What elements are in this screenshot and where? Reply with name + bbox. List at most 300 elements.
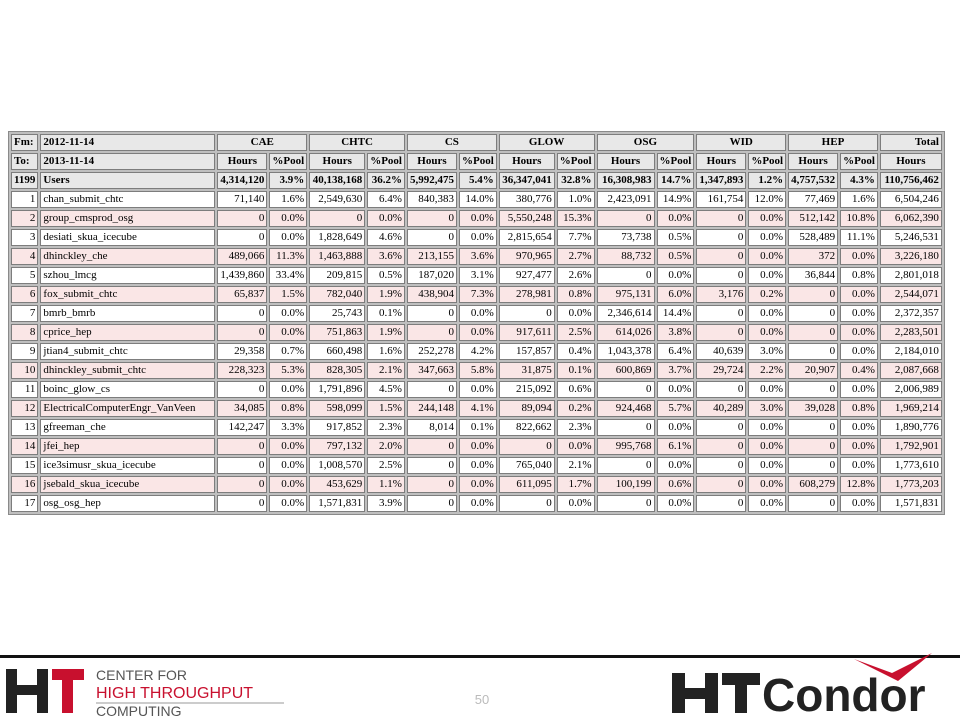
hours-cell: 0 bbox=[499, 495, 555, 512]
pool-percent-cell: 0.0% bbox=[269, 381, 307, 398]
totals-cell: 5.4% bbox=[459, 172, 497, 189]
chtc-logo-graphic bbox=[4, 663, 304, 718]
users-label: Users bbox=[40, 172, 215, 189]
pool-percent-cell: 3.7% bbox=[657, 362, 695, 379]
hours-cell: 0 bbox=[696, 248, 746, 265]
total-hours-cell: 3,226,180 bbox=[880, 248, 942, 265]
user-cell: chan_submit_chtc bbox=[40, 191, 215, 208]
subheader-pool: %Pool bbox=[557, 153, 595, 170]
user-cell: dhinckley_submit_chtc bbox=[40, 362, 215, 379]
user-cell: ice3simusr_skua_icecube bbox=[40, 457, 215, 474]
hours-cell: 0 bbox=[597, 267, 655, 284]
hours-cell: 228,323 bbox=[217, 362, 267, 379]
table-row bbox=[11, 438, 942, 455]
subheader-total-hours: Hours bbox=[880, 153, 942, 170]
hours-cell: 975,131 bbox=[597, 286, 655, 303]
pool-percent-cell: 6.1% bbox=[657, 438, 695, 455]
hours-cell: 0 bbox=[597, 210, 655, 227]
totals-cell: 1,347,893 bbox=[696, 172, 746, 189]
totals-cell: 110,756,462 bbox=[880, 172, 942, 189]
hours-cell: 0 bbox=[696, 457, 746, 474]
pool-percent-cell: 0.0% bbox=[459, 305, 497, 322]
rank-cell: 6 bbox=[11, 286, 38, 303]
totals-cell: 16,308,983 bbox=[597, 172, 655, 189]
subheader-hours: Hours bbox=[499, 153, 555, 170]
hours-cell: 5,550,248 bbox=[499, 210, 555, 227]
hours-cell: 917,611 bbox=[499, 324, 555, 341]
total-hours-cell: 2,006,989 bbox=[880, 381, 942, 398]
pool-percent-cell: 1.0% bbox=[557, 191, 595, 208]
htcondor-wordmark: Condor bbox=[762, 669, 926, 719]
hours-cell: 0 bbox=[696, 324, 746, 341]
hours-cell: 3,176 bbox=[696, 286, 746, 303]
pool-percent-cell: 3.1% bbox=[459, 267, 497, 284]
pool-percent-cell: 0.0% bbox=[459, 324, 497, 341]
total-hours-cell: 6,504,246 bbox=[880, 191, 942, 208]
subheader-hours: Hours bbox=[788, 153, 838, 170]
user-cell: jfei_hep bbox=[40, 438, 215, 455]
pool-percent-cell: 11.3% bbox=[269, 248, 307, 265]
hours-cell: 31,875 bbox=[499, 362, 555, 379]
hours-cell: 0 bbox=[407, 457, 457, 474]
hours-cell: 2,346,614 bbox=[597, 305, 655, 322]
hours-cell: 0 bbox=[217, 324, 267, 341]
total-hours-cell: 2,544,071 bbox=[880, 286, 942, 303]
hours-cell: 828,305 bbox=[309, 362, 365, 379]
hours-cell: 0 bbox=[407, 324, 457, 341]
pool-percent-cell: 0.0% bbox=[748, 267, 786, 284]
pool-percent-cell: 0.0% bbox=[840, 457, 878, 474]
pool-percent-cell: 4.6% bbox=[367, 229, 405, 246]
hours-cell: 244,148 bbox=[407, 400, 457, 417]
user-cell: gfreeman_che bbox=[40, 419, 215, 436]
hours-cell: 0 bbox=[788, 495, 838, 512]
hours-cell: 0 bbox=[407, 210, 457, 227]
hours-cell: 209,815 bbox=[309, 267, 365, 284]
hours-cell: 840,383 bbox=[407, 191, 457, 208]
hours-cell: 71,140 bbox=[217, 191, 267, 208]
total-hours-cell: 1,792,901 bbox=[880, 438, 942, 455]
usage-report-table-container bbox=[8, 131, 960, 515]
pool-percent-cell: 0.0% bbox=[269, 476, 307, 493]
pool-percent-cell: 0.0% bbox=[269, 457, 307, 474]
pool-percent-cell: 2.2% bbox=[748, 362, 786, 379]
hours-cell: 1,043,378 bbox=[597, 343, 655, 360]
group-header-total: Total bbox=[880, 134, 942, 151]
hours-cell: 157,857 bbox=[499, 343, 555, 360]
rank-cell: 12 bbox=[11, 400, 38, 417]
table-row bbox=[11, 229, 942, 246]
subheader-hours: Hours bbox=[407, 153, 457, 170]
subheader-pool: %Pool bbox=[840, 153, 878, 170]
total-hours-cell: 2,801,018 bbox=[880, 267, 942, 284]
pool-percent-cell: 0.0% bbox=[840, 381, 878, 398]
hours-cell: 372 bbox=[788, 248, 838, 265]
pool-percent-cell: 0.0% bbox=[748, 305, 786, 322]
hours-cell: 614,026 bbox=[597, 324, 655, 341]
pool-percent-cell: 3.6% bbox=[459, 248, 497, 265]
pool-percent-cell: 12.8% bbox=[840, 476, 878, 493]
hours-cell: 20,907 bbox=[788, 362, 838, 379]
pool-percent-cell: 0.1% bbox=[459, 419, 497, 436]
table-row bbox=[11, 191, 942, 208]
user-cell: desiati_skua_icecube bbox=[40, 229, 215, 246]
rank-cell: 5 bbox=[11, 267, 38, 284]
pool-percent-cell: 0.0% bbox=[657, 419, 695, 436]
pool-percent-cell: 6.0% bbox=[657, 286, 695, 303]
hours-cell: 2,815,654 bbox=[499, 229, 555, 246]
pool-percent-cell: 0.4% bbox=[557, 343, 595, 360]
pool-percent-cell: 0.0% bbox=[748, 381, 786, 398]
rank-cell: 11 bbox=[11, 381, 38, 398]
pool-percent-cell: 3.3% bbox=[269, 419, 307, 436]
hours-cell: 1,463,888 bbox=[309, 248, 365, 265]
pool-percent-cell: 0.5% bbox=[367, 267, 405, 284]
table-row bbox=[11, 476, 942, 493]
page-number: 50 bbox=[474, 692, 490, 707]
chtc-logo bbox=[4, 663, 304, 718]
group-header-glow: GLOW bbox=[499, 134, 595, 151]
hours-cell: 0 bbox=[788, 305, 838, 322]
hours-cell: 88,732 bbox=[597, 248, 655, 265]
pool-percent-cell: 0.6% bbox=[657, 476, 695, 493]
user-cell: group_cmsprod_osg bbox=[40, 210, 215, 227]
total-hours-cell: 1,969,214 bbox=[880, 400, 942, 417]
pool-percent-cell: 3.8% bbox=[657, 324, 695, 341]
hours-cell: 1,828,649 bbox=[309, 229, 365, 246]
chtc-line2: HIGH THROUGHPUT bbox=[96, 685, 254, 702]
hours-cell: 36,844 bbox=[788, 267, 838, 284]
user-cell: osg_osg_hep bbox=[40, 495, 215, 512]
pool-percent-cell: 0.7% bbox=[269, 343, 307, 360]
hours-cell: 0 bbox=[499, 305, 555, 322]
pool-percent-cell: 0.6% bbox=[557, 381, 595, 398]
pool-percent-cell: 11.1% bbox=[840, 229, 878, 246]
pool-percent-cell: 0.0% bbox=[557, 495, 595, 512]
hours-cell: 927,477 bbox=[499, 267, 555, 284]
pool-percent-cell: 2.5% bbox=[557, 324, 595, 341]
total-hours-cell: 2,087,668 bbox=[880, 362, 942, 379]
hours-cell: 8,014 bbox=[407, 419, 457, 436]
hours-cell: 0 bbox=[217, 457, 267, 474]
pool-percent-cell: 0.0% bbox=[269, 324, 307, 341]
pool-percent-cell: 2.3% bbox=[557, 419, 595, 436]
pool-percent-cell: 0.0% bbox=[459, 476, 497, 493]
pool-percent-cell: 0.0% bbox=[748, 476, 786, 493]
usage-report-table bbox=[8, 131, 945, 515]
totals-row bbox=[11, 172, 942, 189]
table-row bbox=[11, 324, 942, 341]
hours-cell: 0 bbox=[407, 438, 457, 455]
hours-cell: 2,423,091 bbox=[597, 191, 655, 208]
hours-cell: 0 bbox=[788, 457, 838, 474]
pool-percent-cell: 0.0% bbox=[748, 457, 786, 474]
user-cell: boinc_glow_cs bbox=[40, 381, 215, 398]
pool-percent-cell: 0.0% bbox=[840, 419, 878, 436]
totals-cell: 3.9% bbox=[269, 172, 307, 189]
rank-cell: 3 bbox=[11, 229, 38, 246]
table-row bbox=[11, 362, 942, 379]
subheader-pool: %Pool bbox=[657, 153, 695, 170]
rank-cell: 13 bbox=[11, 419, 38, 436]
hours-cell: 600,869 bbox=[597, 362, 655, 379]
pool-percent-cell: 1.5% bbox=[367, 400, 405, 417]
pool-percent-cell: 0.1% bbox=[557, 362, 595, 379]
hours-cell: 1,008,570 bbox=[309, 457, 365, 474]
hours-cell: 0 bbox=[696, 438, 746, 455]
table-row bbox=[11, 305, 942, 322]
hours-cell: 528,489 bbox=[788, 229, 838, 246]
chtc-line3: COMPUTING bbox=[96, 703, 182, 718]
hours-cell: 215,092 bbox=[499, 381, 555, 398]
hours-cell: 39,028 bbox=[788, 400, 838, 417]
table-row bbox=[11, 248, 942, 265]
hours-cell: 608,279 bbox=[788, 476, 838, 493]
totals-cell: 32.8% bbox=[557, 172, 595, 189]
pool-percent-cell: 2.7% bbox=[557, 248, 595, 265]
total-hours-cell: 2,184,010 bbox=[880, 343, 942, 360]
group-header-hep: HEP bbox=[788, 134, 878, 151]
totals-cell: 1.2% bbox=[748, 172, 786, 189]
user-cell: dhinckley_che bbox=[40, 248, 215, 265]
hours-cell: 453,629 bbox=[309, 476, 365, 493]
hours-cell: 0 bbox=[788, 286, 838, 303]
total-hours-cell: 5,246,531 bbox=[880, 229, 942, 246]
hours-cell: 0 bbox=[788, 343, 838, 360]
pool-percent-cell: 2.5% bbox=[367, 457, 405, 474]
rank-cell: 14 bbox=[11, 438, 38, 455]
hours-cell: 0 bbox=[788, 438, 838, 455]
hours-cell: 512,142 bbox=[788, 210, 838, 227]
group-header-cs: CS bbox=[407, 134, 497, 151]
pool-percent-cell: 0.8% bbox=[840, 267, 878, 284]
total-hours-cell: 2,372,357 bbox=[880, 305, 942, 322]
pool-percent-cell: 0.0% bbox=[269, 495, 307, 512]
hours-cell: 438,904 bbox=[407, 286, 457, 303]
pool-percent-cell: 0.4% bbox=[840, 362, 878, 379]
hours-cell: 598,099 bbox=[309, 400, 365, 417]
hours-cell: 0 bbox=[217, 229, 267, 246]
pool-percent-cell: 5.8% bbox=[459, 362, 497, 379]
pool-percent-cell: 0.0% bbox=[748, 419, 786, 436]
group-header-chtc: CHTC bbox=[309, 134, 405, 151]
pool-percent-cell: 1.6% bbox=[840, 191, 878, 208]
hours-cell: 252,278 bbox=[407, 343, 457, 360]
hours-cell: 142,247 bbox=[217, 419, 267, 436]
chtc-line1: CENTER FOR bbox=[96, 667, 187, 683]
pool-percent-cell: 4.2% bbox=[459, 343, 497, 360]
rank-cell: 4 bbox=[11, 248, 38, 265]
user-count: 1199 bbox=[11, 172, 38, 189]
rank-cell: 16 bbox=[11, 476, 38, 493]
pool-percent-cell: 0.0% bbox=[459, 381, 497, 398]
hours-cell: 0 bbox=[696, 419, 746, 436]
table-row bbox=[11, 419, 942, 436]
pool-percent-cell: 0.0% bbox=[459, 457, 497, 474]
hours-cell: 65,837 bbox=[217, 286, 267, 303]
pool-percent-cell: 1.1% bbox=[367, 476, 405, 493]
hours-cell: 765,040 bbox=[499, 457, 555, 474]
totals-cell: 36,347,041 bbox=[499, 172, 555, 189]
table-row bbox=[11, 457, 942, 474]
total-hours-cell: 1,890,776 bbox=[880, 419, 942, 436]
hours-cell: 0 bbox=[407, 381, 457, 398]
rank-cell: 9 bbox=[11, 343, 38, 360]
pool-percent-cell: 0.0% bbox=[557, 305, 595, 322]
pool-percent-cell: 0.0% bbox=[557, 438, 595, 455]
hours-cell: 0 bbox=[217, 381, 267, 398]
pool-percent-cell: 10.8% bbox=[840, 210, 878, 227]
pool-percent-cell: 7.3% bbox=[459, 286, 497, 303]
hours-cell: 0 bbox=[217, 495, 267, 512]
hours-cell: 73,738 bbox=[597, 229, 655, 246]
pool-percent-cell: 0.0% bbox=[459, 210, 497, 227]
hours-cell: 995,768 bbox=[597, 438, 655, 455]
hours-cell: 34,085 bbox=[217, 400, 267, 417]
htcondor-logo bbox=[664, 647, 958, 719]
totals-cell: 36.2% bbox=[367, 172, 405, 189]
hours-cell: 77,469 bbox=[788, 191, 838, 208]
subheader-pool: %Pool bbox=[459, 153, 497, 170]
hours-cell: 0 bbox=[788, 419, 838, 436]
user-cell: jtian4_submit_chtc bbox=[40, 343, 215, 360]
subheader-pool: %Pool bbox=[269, 153, 307, 170]
hours-cell: 0 bbox=[696, 267, 746, 284]
hours-cell: 0 bbox=[217, 210, 267, 227]
rank-cell: 1 bbox=[11, 191, 38, 208]
hours-cell: 0 bbox=[407, 229, 457, 246]
hours-cell: 187,020 bbox=[407, 267, 457, 284]
pool-percent-cell: 12.0% bbox=[748, 191, 786, 208]
hours-cell: 0 bbox=[696, 305, 746, 322]
hours-cell: 782,040 bbox=[309, 286, 365, 303]
hours-cell: 0 bbox=[597, 381, 655, 398]
pool-percent-cell: 1.9% bbox=[367, 286, 405, 303]
totals-cell: 14.7% bbox=[657, 172, 695, 189]
hours-cell: 489,066 bbox=[217, 248, 267, 265]
hours-cell: 1,791,896 bbox=[309, 381, 365, 398]
pool-percent-cell: 0.0% bbox=[269, 210, 307, 227]
pool-percent-cell: 0.0% bbox=[748, 324, 786, 341]
pool-percent-cell: 0.0% bbox=[840, 305, 878, 322]
rank-cell: 17 bbox=[11, 495, 38, 512]
pool-percent-cell: 7.7% bbox=[557, 229, 595, 246]
subheader-hours: Hours bbox=[309, 153, 365, 170]
pool-percent-cell: 0.0% bbox=[840, 286, 878, 303]
pool-percent-cell: 2.3% bbox=[367, 419, 405, 436]
pool-percent-cell: 0.0% bbox=[748, 229, 786, 246]
hours-cell: 924,468 bbox=[597, 400, 655, 417]
table-row bbox=[11, 343, 942, 360]
pool-percent-cell: 6.4% bbox=[367, 191, 405, 208]
hours-cell: 278,981 bbox=[499, 286, 555, 303]
group-header-cae: CAE bbox=[217, 134, 307, 151]
pool-percent-cell: 0.8% bbox=[269, 400, 307, 417]
pool-percent-cell: 0.0% bbox=[459, 495, 497, 512]
pool-percent-cell: 2.1% bbox=[367, 362, 405, 379]
total-hours-cell: 1,773,610 bbox=[880, 457, 942, 474]
pool-percent-cell: 0.0% bbox=[840, 248, 878, 265]
pool-percent-cell: 0.0% bbox=[657, 457, 695, 474]
hours-cell: 0 bbox=[597, 419, 655, 436]
hours-cell: 380,776 bbox=[499, 191, 555, 208]
user-cell: jsebald_skua_icecube bbox=[40, 476, 215, 493]
pool-percent-cell: 0.0% bbox=[657, 495, 695, 512]
pool-percent-cell: 0.2% bbox=[748, 286, 786, 303]
pool-percent-cell: 1.5% bbox=[269, 286, 307, 303]
pool-percent-cell: 0.0% bbox=[657, 210, 695, 227]
pool-percent-cell: 14.9% bbox=[657, 191, 695, 208]
pool-percent-cell: 3.6% bbox=[367, 248, 405, 265]
pool-percent-cell: 3.0% bbox=[748, 343, 786, 360]
pool-percent-cell: 33.4% bbox=[269, 267, 307, 284]
pool-percent-cell: 0.0% bbox=[459, 438, 497, 455]
pool-percent-cell: 0.0% bbox=[748, 438, 786, 455]
pool-percent-cell: 1.6% bbox=[367, 343, 405, 360]
hours-cell: 0 bbox=[597, 457, 655, 474]
table-row bbox=[11, 210, 942, 227]
group-header-osg: OSG bbox=[597, 134, 695, 151]
pool-percent-cell: 0.0% bbox=[367, 210, 405, 227]
user-cell: fox_submit_chtc bbox=[40, 286, 215, 303]
pool-percent-cell: 3.9% bbox=[367, 495, 405, 512]
group-header-wid: WID bbox=[696, 134, 786, 151]
pool-percent-cell: 0.0% bbox=[269, 438, 307, 455]
pool-percent-cell: 2.6% bbox=[557, 267, 595, 284]
hours-cell: 89,094 bbox=[499, 400, 555, 417]
rank-cell: 7 bbox=[11, 305, 38, 322]
pool-percent-cell: 0.0% bbox=[748, 210, 786, 227]
pool-percent-cell: 0.0% bbox=[657, 267, 695, 284]
hours-cell: 29,358 bbox=[217, 343, 267, 360]
hours-cell: 0 bbox=[217, 305, 267, 322]
totals-cell: 40,138,168 bbox=[309, 172, 365, 189]
hours-cell: 1,439,860 bbox=[217, 267, 267, 284]
total-hours-cell: 1,571,831 bbox=[880, 495, 942, 512]
pool-percent-cell: 0.8% bbox=[840, 400, 878, 417]
htcondor-logo-graphic bbox=[664, 647, 958, 719]
hours-cell: 970,965 bbox=[499, 248, 555, 265]
hours-cell: 797,132 bbox=[309, 438, 365, 455]
pool-percent-cell: 0.0% bbox=[657, 381, 695, 398]
pool-percent-cell: 4.5% bbox=[367, 381, 405, 398]
hours-cell: 917,852 bbox=[309, 419, 365, 436]
pool-percent-cell: 0.0% bbox=[269, 229, 307, 246]
hours-cell: 0 bbox=[696, 495, 746, 512]
total-hours-cell: 1,773,203 bbox=[880, 476, 942, 493]
pool-percent-cell: 0.0% bbox=[748, 248, 786, 265]
total-hours-cell: 6,062,390 bbox=[880, 210, 942, 227]
table-row bbox=[11, 400, 942, 417]
pool-percent-cell: 14.0% bbox=[459, 191, 497, 208]
user-cell: cprice_hep bbox=[40, 324, 215, 341]
hours-cell: 0 bbox=[696, 381, 746, 398]
hours-cell: 2,549,630 bbox=[309, 191, 365, 208]
table-row bbox=[11, 286, 942, 303]
pool-percent-cell: 15.3% bbox=[557, 210, 595, 227]
hours-cell: 25,743 bbox=[309, 305, 365, 322]
hours-cell: 0 bbox=[217, 476, 267, 493]
totals-cell: 4,757,532 bbox=[788, 172, 838, 189]
hours-cell: 0 bbox=[309, 210, 365, 227]
from-label: Fm: bbox=[11, 134, 38, 151]
pool-percent-cell: 0.8% bbox=[557, 286, 595, 303]
pool-percent-cell: 6.4% bbox=[657, 343, 695, 360]
rank-cell: 8 bbox=[11, 324, 38, 341]
pool-percent-cell: 2.1% bbox=[557, 457, 595, 474]
totals-cell: 4.3% bbox=[840, 172, 878, 189]
pool-percent-cell: 0.5% bbox=[657, 229, 695, 246]
